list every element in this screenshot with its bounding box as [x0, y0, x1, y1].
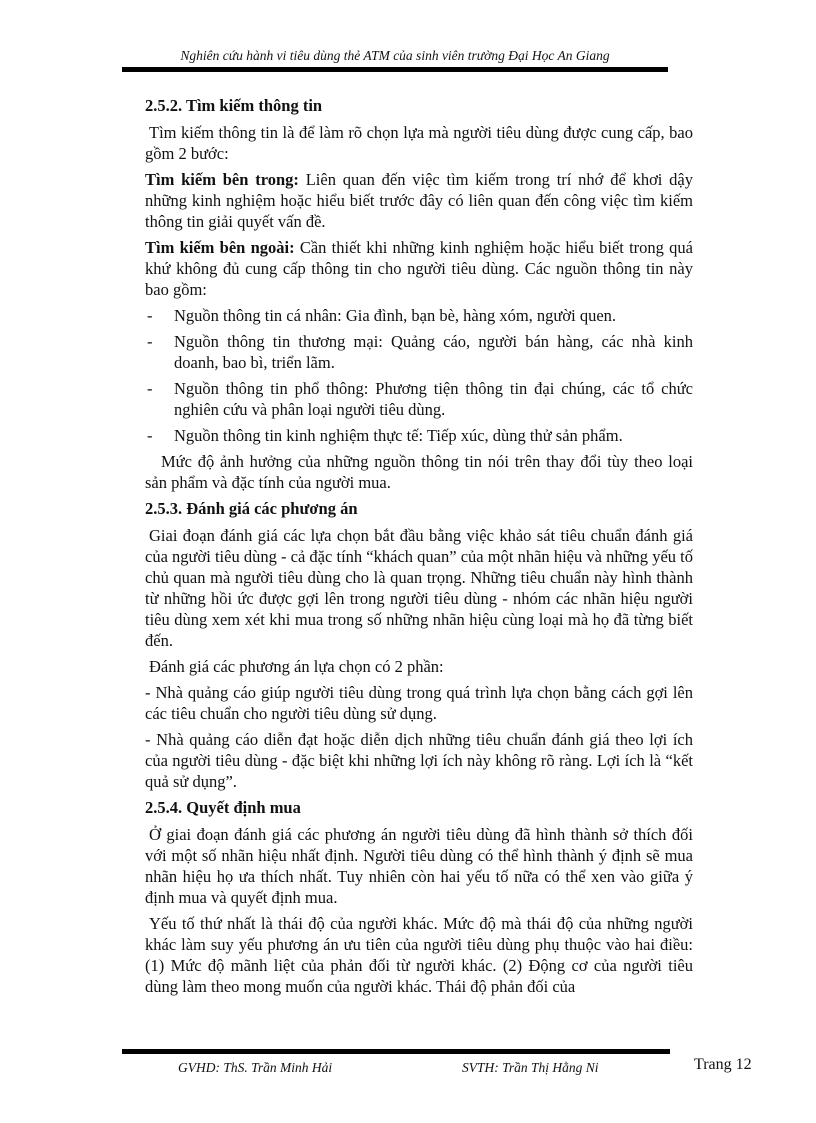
- list-item: - Nguồn thông tin kinh nghiệm thực tế: Tiếp xúc, dùng thử sản phẩm.: [147, 426, 623, 445]
- paragraph: Yếu tố thứ nhất là thái độ của người khác. Mức độ mà thái độ của những người khác làm suy yếu phương án ưu tiên của người tiêu dùng phụ thuộc vào hai điều: (1) Mức độ mãnh liệt của phản đối từ người khác. (2) Động cơ của người tiêu dùng làm theo mong muốn của người khác. Thái độ phản đối của: [145, 914, 693, 996]
- list-item: - Nguồn thông tin cá nhân: Gia đình, bạn bè, hàng xóm, người quen.: [147, 306, 617, 325]
- header-title: Nghiên cứu hành vi tiêu dùng thẻ ATM của sinh viên trường Đại Học An Giang: [180, 48, 610, 63]
- section-heading-2-5-2: 2.5.2. Tìm kiếm thông tin: [145, 96, 323, 115]
- section-heading-2-5-4: 2.5.4. Quyết định mua: [145, 798, 301, 817]
- term-internal-search: Tìm kiếm bên trong:: [145, 170, 299, 189]
- page-number: Trang 12: [694, 1056, 752, 1073]
- source-list: [145, 305, 693, 446]
- paragraph: Đánh giá các phương án lựa chọn có 2 phần:: [149, 657, 444, 676]
- paragraph: - Nhà quảng cáo diễn đạt hoặc diễn dịch những tiêu chuẩn đánh giá theo lợi ích của người tiêu dùng - đặc biệt khi những lợi ích này không rõ ràng. Lợi ích là “kết quả sử dụng”.: [145, 730, 693, 791]
- paragraph: Tìm kiếm thông tin là để làm rõ chọn lựa mà người tiêu dùng được cung cấp, bao gồm 2 bước:: [145, 123, 693, 163]
- paragraph: - Nhà quảng cáo giúp người tiêu dùng trong quá trình lựa chọn bằng cách gợi lên các tiêu chuẩn cho người tiêu dùng sử dụng.: [145, 683, 693, 723]
- document-body: [145, 95, 693, 1002]
- paragraph-internal-search: [145, 169, 693, 232]
- section-heading-2-5-3: 2.5.3. Đánh giá các phương án: [145, 499, 358, 518]
- paragraph-text: Liên quan đến việc tìm kiếm trong trí nhớ để khơi dậy những kinh nghiệm hoặc hiểu biết trước đây có liên quan đến công việc tìm kiếm thông tin giải quyết vấn đề.: [145, 170, 693, 231]
- paragraph: Giai đoạn đánh giá các lựa chọn bắt đầu bằng việc khảo sát tiêu chuẩn đánh giá của người tiêu dùng - cả đặc tính “khách quan” của một nhãn hiệu và những yếu tố chủ quan mà người tiêu dùng cho là quan trọng. Những tiêu chuẩn này hình thành từ những hồi ức được gợi lên trong người tiêu dùng - nhóm các nhãn hiệu người tiêu dùng xem xét khi mua trong số những nhãn hiệu cùng loại mà họ đã từng biết đến.: [145, 526, 693, 650]
- paragraph-text: Cần thiết khi những kinh nghiệm hoặc hiểu biết trong quá khứ không đủ cung cấp thông tin cho người tiêu dùng. Các nguồn thông tin này bao gồm:: [145, 238, 693, 299]
- footer-advisor: GVHD: ThS. Trần Minh Hải: [178, 1060, 333, 1075]
- paragraph: Ở giai đoạn đánh giá các phương án người tiêu dùng đã hình thành sở thích đối với một số nhãn hiệu nhất định. Người tiêu dùng có thể hình thành ý định sẽ mua nhãn hiệu họ ưa thích nhất. Tuy nhiên còn hai yếu tố nữa có thể xen vào giữa ý định mua và quyết định mua.: [145, 825, 693, 907]
- paragraph: Mức độ ảnh hưởng của những nguồn thông tin nói trên thay đổi tùy theo loại sản phẩm và đặc tính của người mua.: [145, 452, 693, 492]
- list-item: - Nguồn thông tin phổ thông: Phương tiện thông tin đại chúng, các tổ chức nghiên cứu và phân loại người tiêu dùng.: [147, 379, 693, 419]
- term-external-search: Tìm kiếm bên ngoài:: [145, 238, 295, 257]
- footer-student: SVTH: Trần Thị Hằng Ni: [462, 1060, 599, 1075]
- header-rule: [122, 67, 668, 72]
- footer-rule: [122, 1049, 670, 1054]
- list-item: - Nguồn thông tin thương mại: Quảng cáo, người bán hàng, các nhà kinh doanh, bao bì, triển lãm.: [147, 332, 693, 372]
- paragraph-external-search: [145, 237, 693, 300]
